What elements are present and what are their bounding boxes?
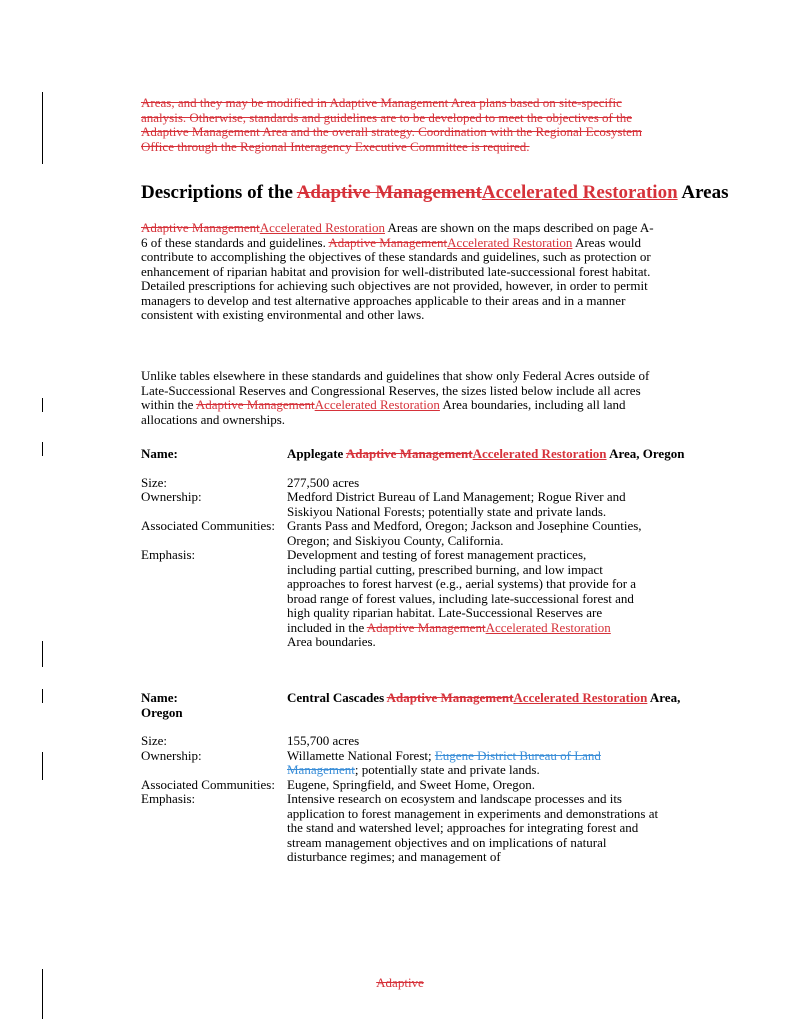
area-name-line2: Oregon [141,704,183,720]
area-entry-central-cascades [141,691,761,865]
change-bar [42,689,43,703]
ownership-value: Medford District Bureau of Land Management; Rogue River and Siskiyou National Forests; potentially state and private lands. [287,489,626,519]
name-label: Name: [141,690,178,705]
deleted-text: Adaptive Management [328,234,448,250]
page-footer [0,976,800,991]
size-label: Size: [141,474,167,490]
size-label: Size: [141,733,167,748]
ownership-row [141,490,761,519]
emphasis-row [141,792,761,865]
deleted-text: Adaptive [376,975,424,990]
deleted-text: Areas, and they may be modified in Adaptive Management Area plans based on site-specific analysis. Otherwise, standards and guidelines are to be developed to meet the objectives of the Adaptive Management Area and the overall strategy. Coordination with the Regional Ecosystem Office through the Regional Interagency Executive Committee is required. [141,95,642,154]
ownership-prefix: Willamette National Forest; [287,747,435,763]
inserted-text: Accelerated Restoration [513,690,648,705]
area-entry-applegate [141,447,761,650]
size-row [141,476,761,491]
emphasis-label: Emphasis: [141,791,196,806]
area-name-suffix: Area, Oregon [606,446,685,461]
area-name-prefix: Central Cascades [287,690,387,705]
area-name-row [141,447,761,462]
communities-row [141,778,761,793]
change-bar [42,641,43,667]
area-name-row [141,691,761,706]
communities-label: Associated Communities: [141,776,275,792]
change-bar [42,92,43,164]
communities-label: Associated Communities: [141,518,275,533]
inserted-text: Accelerated Restoration [447,234,573,250]
emphasis-text: Development and testing of forest management practices, including partial cutting, prescribed burning, and low impact approaches to forest harvest (e.g., aerial systems) that provide for a broad range of forest values, including late-successional forest and high quality riparian habitat. Late-Successional Reserves are included in the [287,547,637,635]
section-heading [141,182,761,204]
heading-deleted: Adaptive Management [296,182,482,203]
emphasis-label: Emphasis: [141,547,196,562]
body-text: Area boundaries, including all land allocations and ownerships. [141,397,626,427]
ownership-value [287,749,642,778]
inserted-text: Accelerated Restoration [472,446,607,461]
paragraph-2 [141,369,651,427]
communities-value: Grants Pass and Medford, Oregon; Jackson and Josephine Counties, Oregon; and Siskiyou County, California. [287,518,642,548]
area-name [287,691,761,706]
heading-prefix: Descriptions of the [141,182,297,203]
heading-inserted: Accelerated Restoration [481,182,678,203]
deleted-text: Adaptive Management [195,397,315,412]
body-text: Areas would contribute to accomplishing the objectives of these standards and guidelines, such as protection or enhancement of riparian habitat and provision for well-distributed late-successional forest habitat. Detailed prescriptions for achieving such objectives are not provided, however, in order to permit managers to develop and test alternative approaches applicable to their areas and in a manner consistent with existing environmental and other laws. [141,234,651,322]
area-name-prefix: Applegate [287,446,346,461]
paragraph-1 [141,221,656,323]
size-row [141,734,761,749]
area-name-suffix: Area, [647,690,681,705]
heading-suffix: Areas [677,182,729,203]
ownership-label: Ownership: [141,489,202,504]
inserted-text: Accelerated Restoration [485,619,611,635]
deleted-text: Adaptive Management [386,690,514,705]
size-value: 155,700 acres [287,733,360,748]
emphasis-value: Intensive research on ecosystem and landscape processes and its application to forest management in experiments and demonstrations at the stand and watershed level; approaches for integrating forest and stream management objectives and on implications of natural disturbance regimes; and management of [287,791,659,864]
ownership-suffix: ; potentially state and private lands. [354,762,540,777]
size-value: 277,500 acres [287,474,360,490]
ownership-label: Ownership: [141,747,202,763]
inserted-text: Accelerated Restoration [259,220,386,235]
change-bar [42,398,43,412]
deleted-text: Adaptive Management [345,446,473,461]
body-text: Areas are shown on the maps described on page A-6 of these standards and guidelines. [141,220,654,250]
communities-row [141,519,761,548]
communities-value: Eugene, Springfield, and Sweet Home, Oregon. [287,776,536,792]
moved-text: Eugene District Bureau of Land Management [287,747,601,777]
name-label: Name: [141,446,178,461]
change-bar [42,442,43,456]
inserted-text: Accelerated Restoration [314,397,440,412]
ownership-row [141,749,761,778]
intro-deleted-paragraph [141,96,661,154]
emphasis-row [141,548,761,650]
emphasis-suffix: Area boundaries. [287,634,376,649]
change-bar [42,752,43,780]
area-name [287,447,761,462]
deleted-text: Adaptive Management [366,619,486,635]
body-text: Unlike tables elsewhere in these standards and guidelines that show only Federal Acres outside of Late-Successional Reserves and Congressional Reserves, the sizes listed below include all acres within the [141,368,650,412]
emphasis-value [287,548,637,650]
deleted-text: Adaptive Management [141,220,260,235]
